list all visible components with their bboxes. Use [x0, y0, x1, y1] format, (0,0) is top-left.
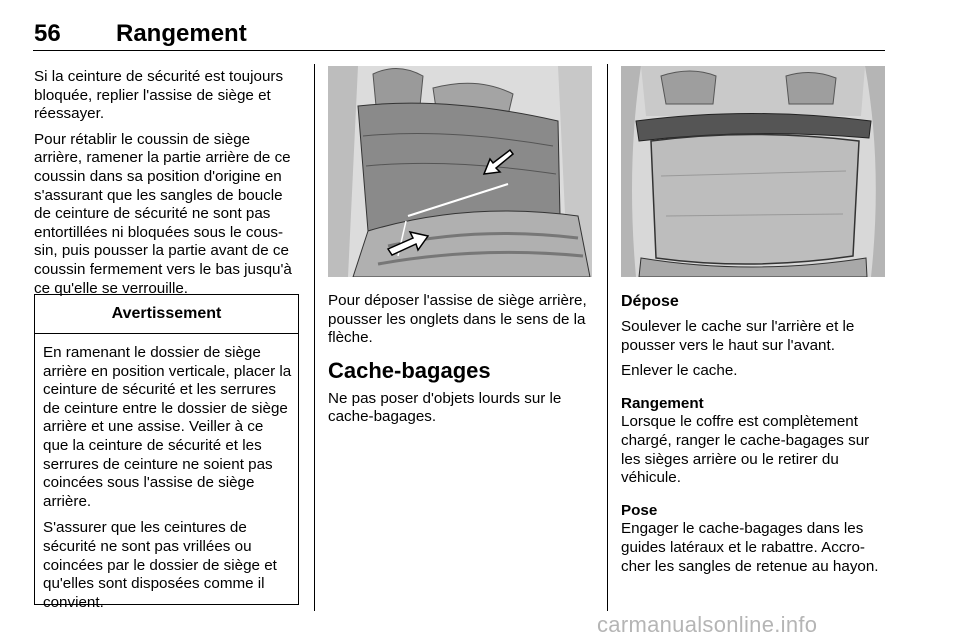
left-paragraph-2: Pour rétablir le coussin de siège arrière, ramener la partie arrière de ce coussin dans sa position d'origine en s'assurant que les sangles de boucle de ceinture de sécurité ne sont pas entortillées ni bloquées sous le coussin, puis pousser la partie avant de ce coussin fermement vers le bas jusqu'à ce qu'elle se verrouille. — [34, 130, 292, 297]
trunk-cover-illustration — [621, 66, 885, 277]
warning-paragraph-1: En ramenant le dossier de siège arrière en position verticale, placer la ceinture de sécurité et les serrures de ceinture entre le dossier de siège arrière et une assise. Veiller à ce que la ceinture de sécurité et les serrures de ceinture ne soient pas coincées sous l'assise de siège arrière. — [43, 344, 292, 510]
left-column — [34, 68, 300, 305]
right-column — [621, 292, 887, 583]
depose-heading: Dépose — [621, 293, 679, 310]
rangement-paragraph: Lorsque le coffre est complètement chargé, ranger le cache-bagages sur les sièges arrière ou le retirer du véhicule. — [621, 413, 870, 487]
rear-seat-illustration — [328, 66, 592, 277]
rear-seat-drawing — [328, 66, 592, 277]
warning-box — [34, 294, 299, 611]
warning-title: Avertissement — [35, 295, 298, 334]
middle-paragraph-2: Ne pas poser d'objets lourds sur le cache-bagages. — [328, 389, 562, 426]
depose-paragraph-2: Enlever le cache. — [621, 362, 738, 380]
depose-paragraph-1: Soulever le cache sur l'arrière et le pousser vers le haut sur l'avant. — [621, 318, 855, 354]
pose-paragraph: Engager le cache-bagages dans les guides latéraux et le rabattre. Accrocher les sangles de retenue au hayon. — [621, 520, 879, 575]
left-paragraph-1: Si la ceinture de sécurité est toujours bloquée, replier l'assise de siège et réessayer. — [34, 68, 284, 123]
warning-paragraph-2: S'assurer que les ceintures de sécurité ne sont pas vrillées ou coincées par le dossier de siège et qu'elles sont disposées comme il convient. — [43, 519, 277, 611]
trunk-drawing — [621, 66, 885, 277]
middle-paragraph-1: Pour déposer l'assise de siège arrière, pousser les onglets dans le sens de la flèche. — [328, 292, 587, 347]
middle-column — [328, 292, 592, 434]
page-number: 56 — [34, 20, 61, 47]
watermark: carmanualsonline.info — [597, 612, 818, 637]
column-divider-1 — [314, 64, 315, 611]
pose-heading: Pose — [621, 501, 658, 519]
rangement-heading: Rangement — [621, 394, 704, 412]
header-rule — [33, 50, 885, 51]
column-divider-2 — [607, 64, 608, 611]
warning-body — [35, 334, 298, 612]
cache-bagages-heading: Cache-bagages — [328, 357, 491, 383]
chapter-title: Rangement — [116, 20, 247, 47]
